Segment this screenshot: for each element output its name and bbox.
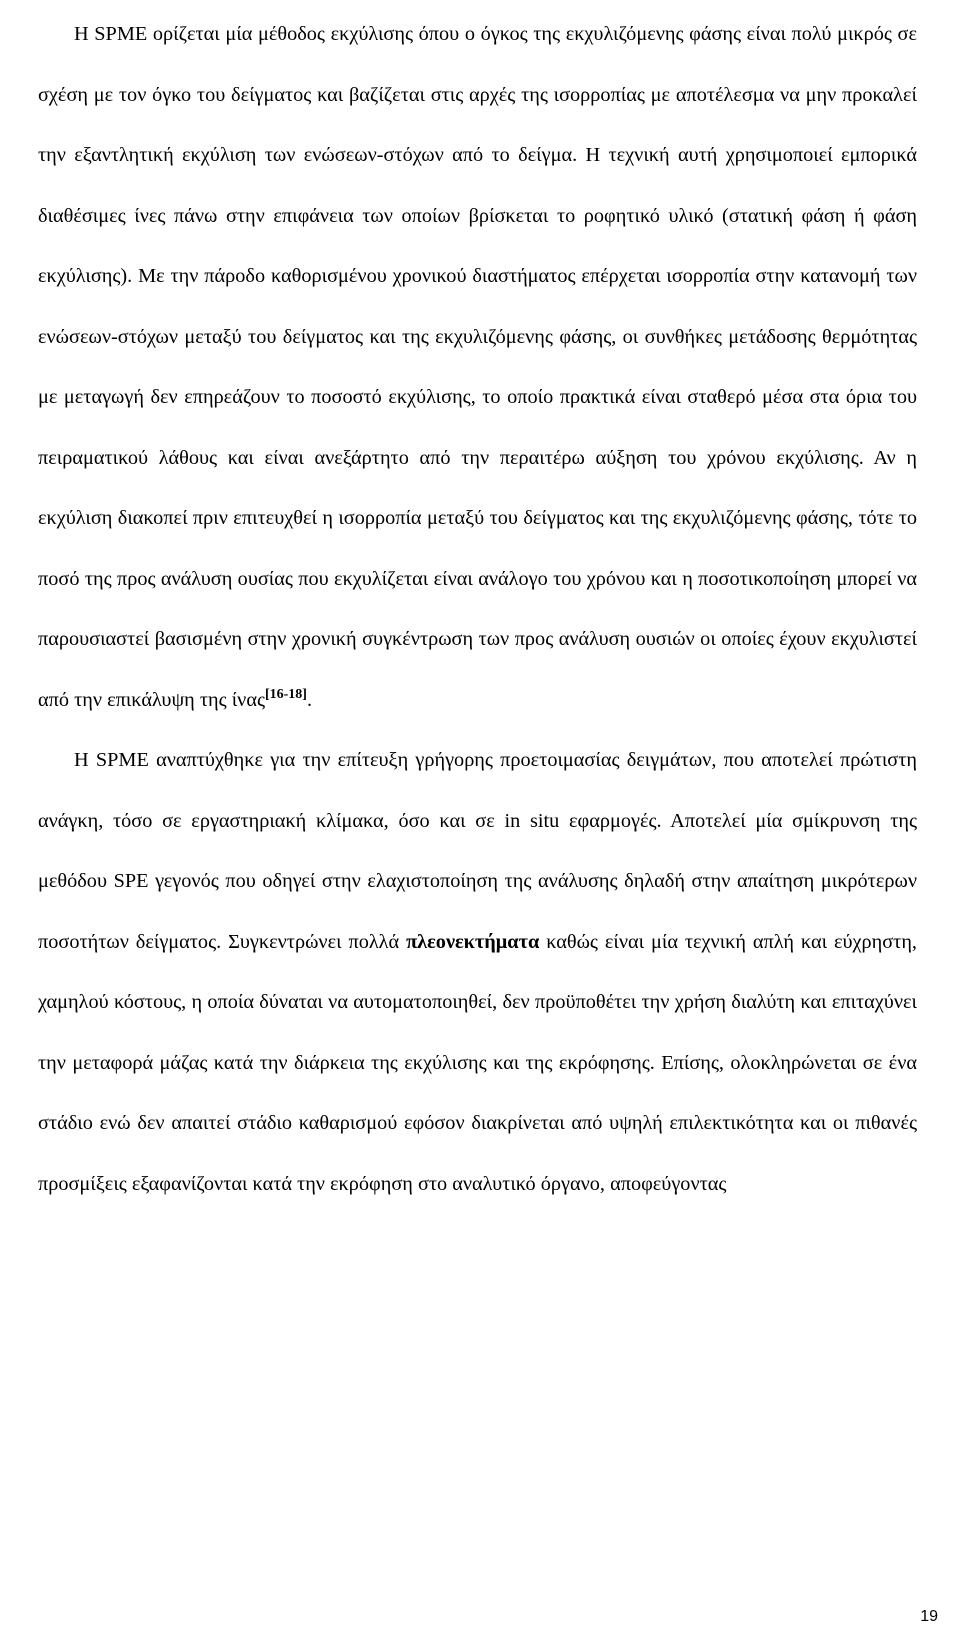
paragraph-spme-advantages <box>38 730 917 1214</box>
paragraph-text-continued: καθώς είναι μία τεχνική απλή και εύχρηστη, χαμηλού κόστους, η οποία δύναται να αυτοματοποιηθεί, δεν προϋποθέτει την χρήση διαλύτη και επιταχύνει την μεταφορά μάζας κατά την διάρκεια της εκχύλισης και της εκρόφησης. Επίσης, ολοκληρώνεται σε ένα στάδιο ενώ δεν απαιτεί στάδιο καθαρισμού εφόσον διακρίνεται από υψηλή επιλεκτικότητα και οι πιθανές προσμίξεις εξαφανίζονται κατά την εκρόφηση στο αναλυτικό όργανο, αποφεύγοντας <box>38 930 918 1195</box>
paragraph-text: Η SPME αναπτύχθηκε για την επίτευξη γρήγορης προετοιμασίας δειγμάτων, που αποτελεί πρώτιστη ανάγκη, τόσο σε εργαστηριακή κλίμακα, όσο και σε in situ εφαρμογές. Αποτελεί μία σμίκρυνση της μεθόδου SPE γεγονός που οδηγεί στην ελαχιστοποίηση της ανάλυσης δηλαδή στην απαίτηση μικρότερων ποσοτήτων δείγματος. Συγκεντρώνει πολλά <box>38 749 917 953</box>
page-number: 19 <box>920 1608 938 1625</box>
paragraph-text-end: . <box>306 688 313 711</box>
paragraph-text: Η SPME ορίζεται μία μέθοδος εκχύλισης όπου ο όγκος της εκχυλιζόμενης φάσης είναι πολύ μικρός σε σχέση με τον όγκο του δείγματος και βαζίζεται στις αρχές της ισορροπίας με αποτέλεσμα να μην προκαλεί την εξαντλητική εκχύλιση των ενώσεων-στόχων από το δείγμα. Η τεχνική αυτή χρησιμοποιεί εμπορικά διαθέσιμες ίνες πάνω στην επιφάνεια των οποίων βρίσκεται το ροφητικό υλικό (στατική φάση ή φάση εκχύλισης). Με την πάροδο καθορισμένου χρονικού διαστήματος επέρχεται ισορροπία στην κατανομή των ενώσεων-στόχων μεταξύ του δείγματος και της εκχυλιζόμενης φάσης, οι συνθήκες μετάδοσης θερμότητας με μεταγωγή δεν επηρεάζουν το ποσοστό εκχύλισης, το οποίο πρακτικά είναι σταθερό μέσα στα όρια του πειραματικού λάθους και είναι ανεξάρτητο από την περαιτέρω αύξηση του χρόνου εκχύλισης. Αν η εκχύλιση διακοπεί πριν επιτευχθεί η ισορροπία μεταξύ του δείγματος και της εκχυλιζόμενης φάσης, τότε το ποσό της προς ανάλυση ουσίας που εκχυλίζεται είναι ανάλογο του χρόνου και η ποσοτικοποίηση μπορεί να παρουσιαστεί βασισμένη στην χρονική συγκέντρωση των προς ανάλυση ουσιών οι οποίες έχουν εκχυλιστεί από την επικάλυψη της ίνας <box>38 23 917 711</box>
paragraph-spme-definition <box>38 4 917 730</box>
body-text <box>38 0 917 1214</box>
bold-term: πλεονεκτήματα <box>406 930 540 953</box>
citation-reference: [16-18] <box>264 686 307 702</box>
